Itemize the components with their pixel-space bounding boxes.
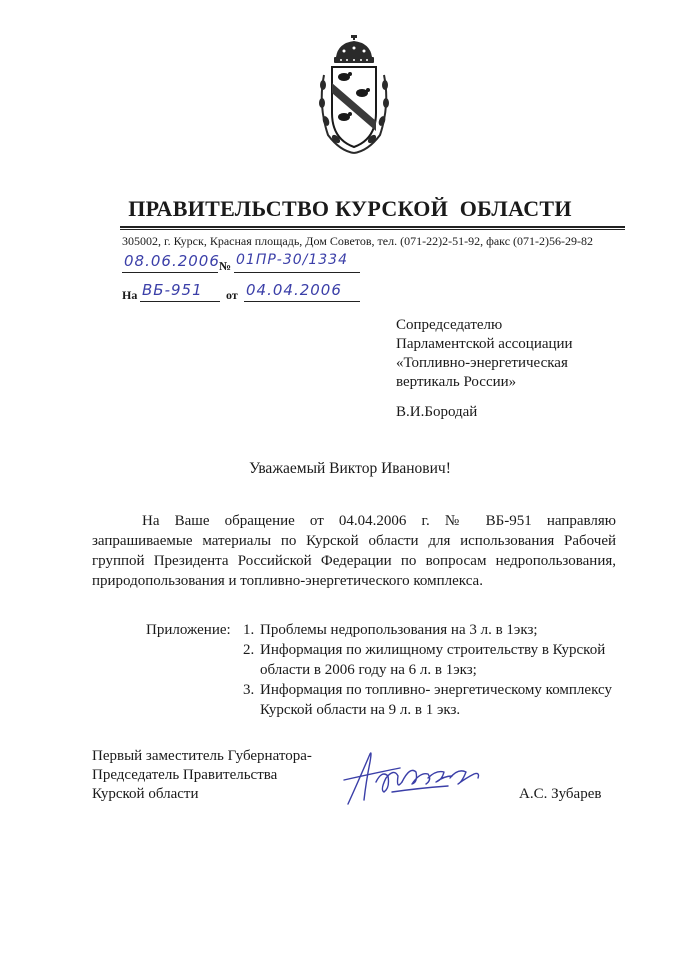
header-divider-thin xyxy=(120,229,625,230)
signer-position xyxy=(92,747,312,804)
date-underline xyxy=(122,272,218,273)
appendix-item xyxy=(243,640,623,680)
appendix-item-number: 1. xyxy=(243,622,255,638)
ref-prefix: На xyxy=(122,288,138,302)
government-title: ПРАВИТЕЛЬСТВО КУРСКОЙ ОБЛАСТИ xyxy=(128,196,572,221)
appendix-label: Приложение: xyxy=(146,622,231,638)
addressee-name: В.И.Бородай xyxy=(396,404,478,420)
appendix-item-text: Информация по топливно- энергетическому комплексу Курской области на 9 л. в 1 экз. xyxy=(260,682,612,718)
number-underline xyxy=(234,272,360,273)
appendix-item-number: 3. xyxy=(243,682,255,698)
appendix-list xyxy=(243,620,623,720)
outgoing-number: 01ПР-30/1334 xyxy=(236,252,348,268)
ref-date-underline xyxy=(244,301,360,302)
addressee-line: Сопредседателю xyxy=(396,317,503,333)
addressee-line: «Топливно-энергетическая xyxy=(396,355,568,371)
greeting: Уважаемый Виктор Иванович! xyxy=(249,460,451,477)
signer-position-line: Председатель Правительства xyxy=(92,767,278,783)
ref-number-underline xyxy=(140,301,220,302)
address-line: 305002, г. Курск, Красная площадь, Дом Советов, тел. (071-22)2-51-92, факс (071-2)56-29-82 xyxy=(122,234,594,248)
signer-position-line: Курской области xyxy=(92,786,199,802)
addressee-line: вертикаль России» xyxy=(396,374,517,390)
appendix-item xyxy=(243,680,623,720)
ref-from: от xyxy=(226,288,238,302)
addressee-block xyxy=(396,316,636,392)
ref-date: 04.04.2006 xyxy=(246,281,342,299)
outgoing-date: 08.06.2006 xyxy=(124,252,220,270)
body-paragraph xyxy=(92,511,616,591)
signer-position-line: Первый заместитель Губернатора- xyxy=(92,748,312,764)
appendix-item-text: Информация по жилищному строительству в Курской области в 2006 году на 6 л. в 1экз; xyxy=(260,642,606,678)
body-text: На Ваше обращение от 04.04.2006 г. № ВБ-951 направляю запрашиваемые материалы по Курской области для использования Рабочей группой Президента Российской Федерации по вопросам недропользования, природопользования и топливно-энергетического комплекса. xyxy=(92,513,616,589)
coat-of-arms-icon xyxy=(314,35,394,160)
header-divider xyxy=(120,226,625,228)
handwritten-signature xyxy=(340,742,490,812)
appendix-item xyxy=(243,620,623,640)
addressee-line: Парламентской ассоциации xyxy=(396,336,573,352)
appendix-item-number: 2. xyxy=(243,642,255,658)
ref-number: ВБ-951 xyxy=(142,281,203,299)
number-sign: № xyxy=(219,259,232,273)
appendix-item-text: Проблемы недропользования на 3 л. в 1экз; xyxy=(260,622,538,638)
signer-name: А.С. Зубарев xyxy=(519,786,602,802)
